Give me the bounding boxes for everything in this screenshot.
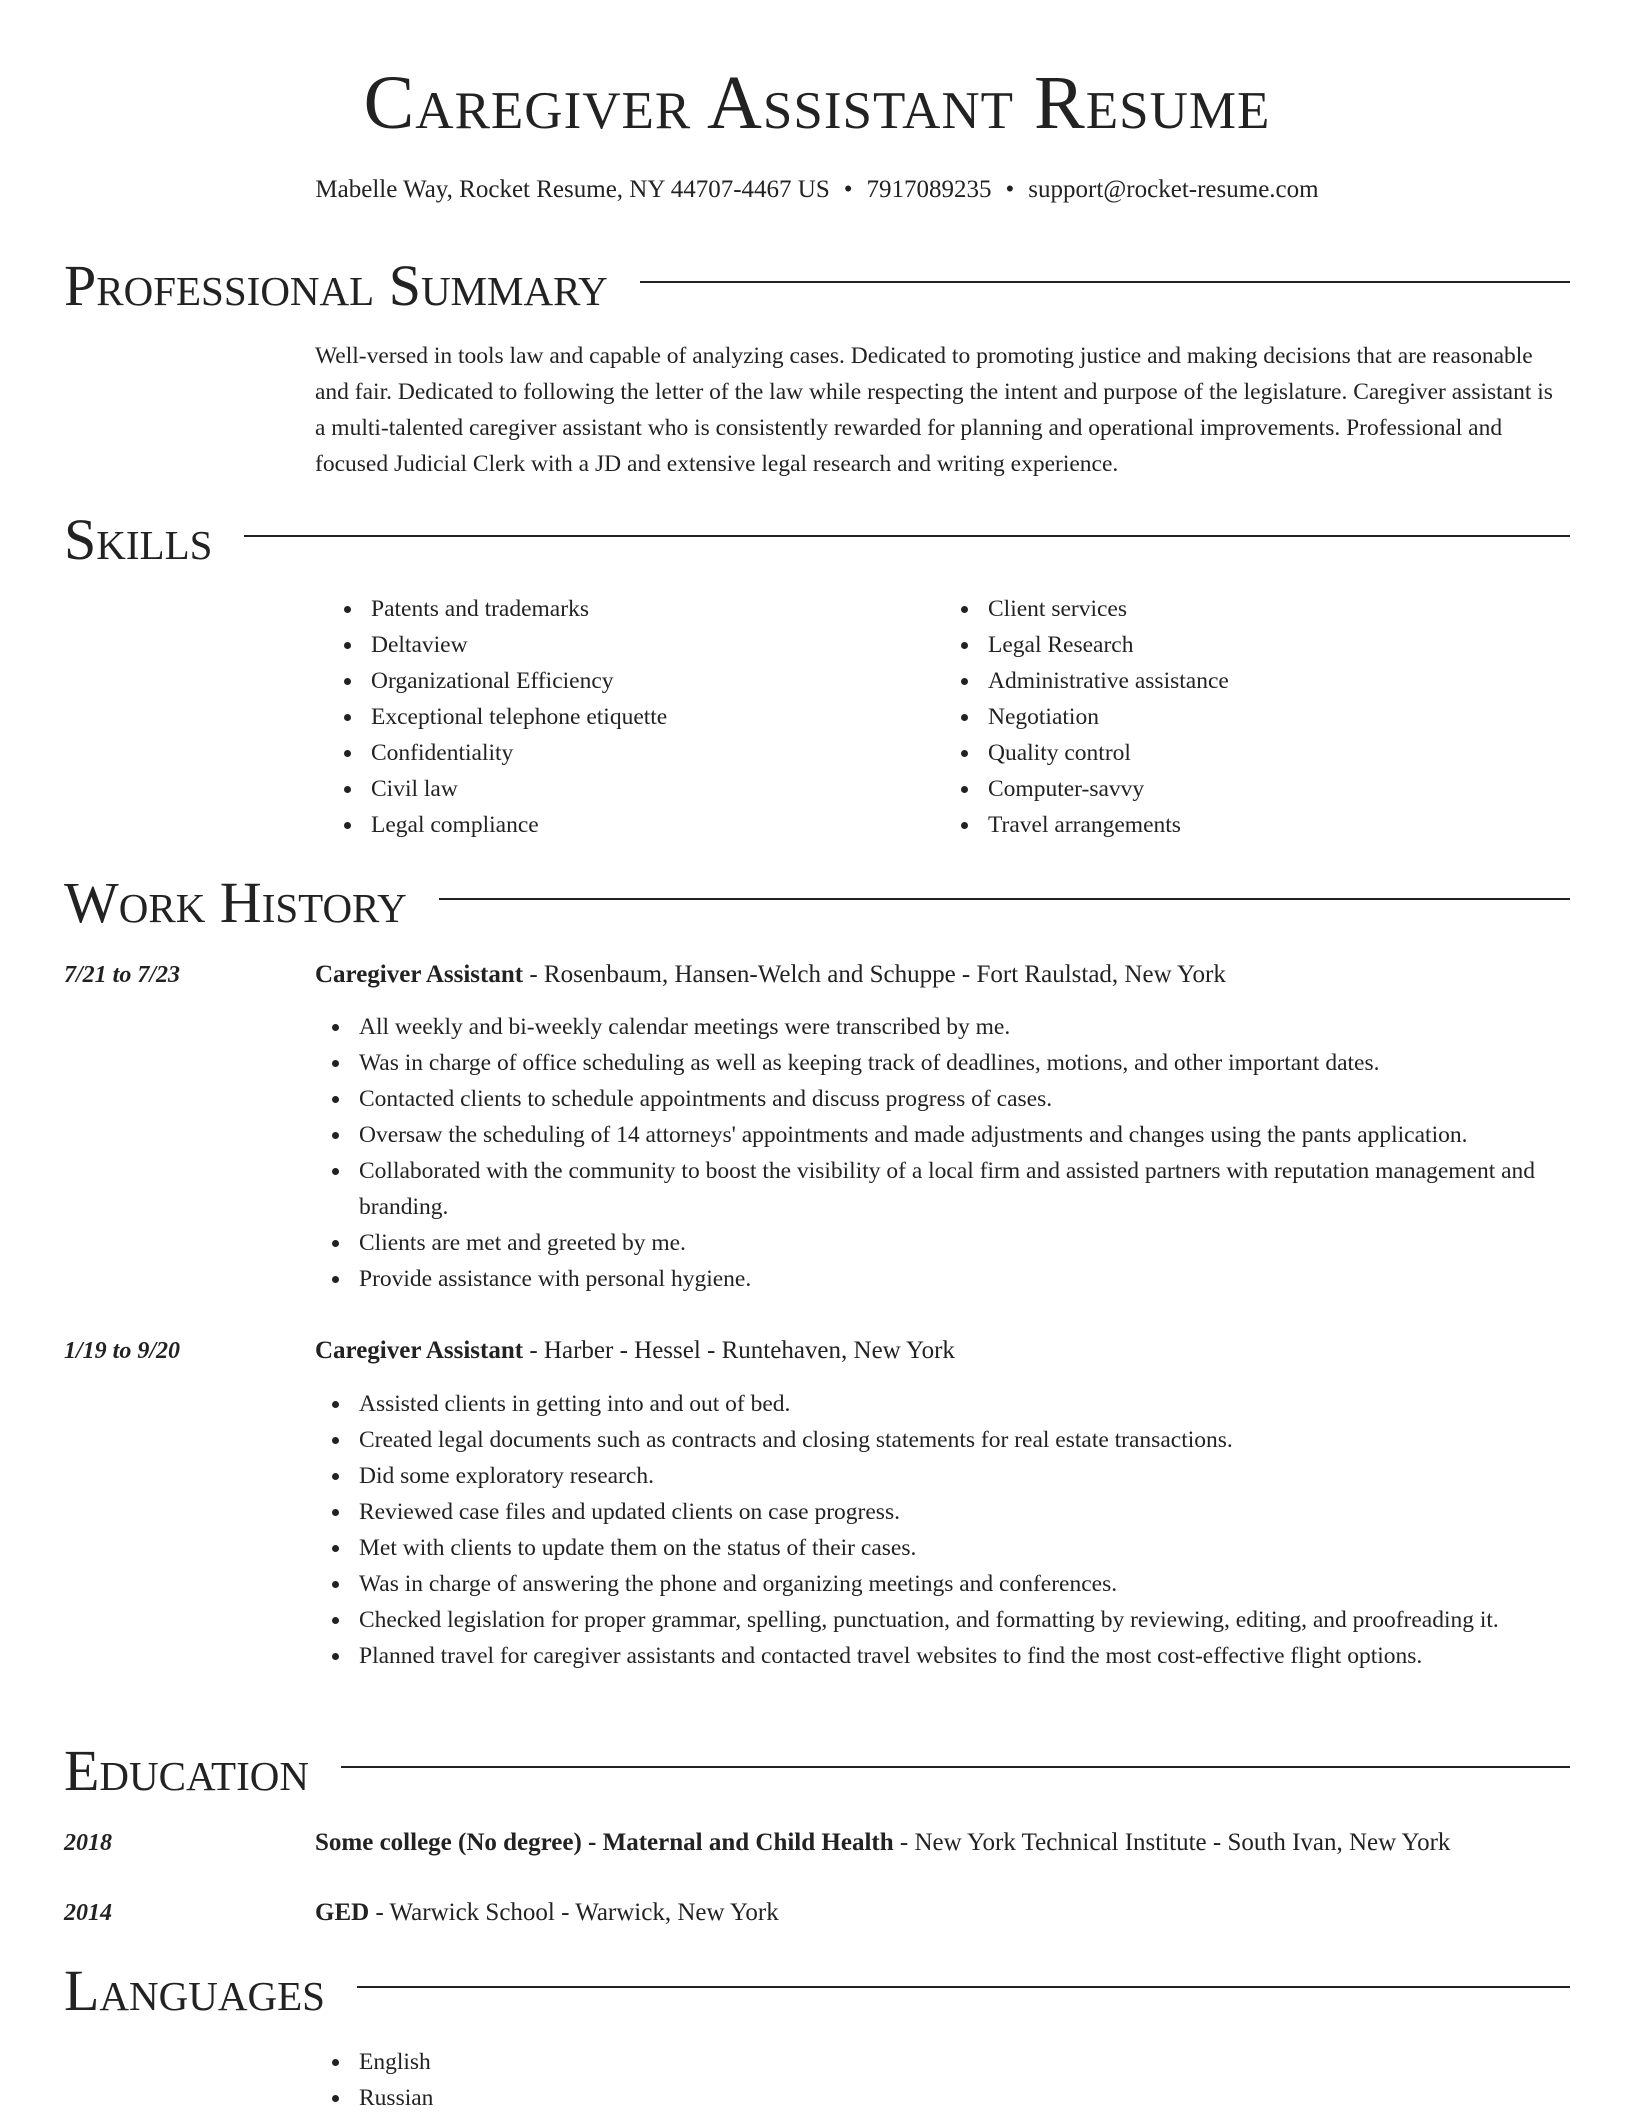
languages-heading: Languages (64, 1958, 325, 2023)
duty-item: Oversaw the scheduling of 14 attorneys' appointments and made adjustments and changes using the pants application. (315, 1117, 1570, 1153)
section-divider (640, 281, 1570, 283)
job-duties (315, 1009, 1570, 1297)
skills-left-column (327, 591, 927, 843)
duty-item: Created legal documents such as contracts and closing statements for real estate transactions. (315, 1422, 1570, 1458)
section-divider (439, 898, 1570, 900)
skill-item: Exceptional telephone etiquette (327, 699, 927, 735)
summary-heading: Professional Summary (64, 253, 608, 318)
job-title: Caregiver Assistant (315, 961, 524, 988)
section-divider (357, 1986, 1570, 1988)
education-school: - New York Technical Institute - South Ivan, New York (893, 1829, 1451, 1856)
skills-list-right (944, 591, 1544, 843)
duty-item: Provide assistance with personal hygiene. (315, 1261, 1570, 1297)
duty-item: Contacted clients to schedule appointments and discuss progress of cases. (315, 1081, 1570, 1117)
education-heading: Education (64, 1738, 309, 1803)
contact-line (64, 172, 1570, 208)
job-employer: - Harber - Hessel - Runtehaven, New York (523, 1337, 955, 1364)
skills-list-left (327, 591, 927, 843)
section-divider (341, 1766, 1570, 1768)
skill-item: Computer-savvy (944, 771, 1544, 807)
education-section-header (64, 1739, 1570, 1803)
job-employer: - Rosenbaum, Hansen-Welch and Schuppe - Fort Raulstad, New York (523, 961, 1226, 988)
skill-item: Legal Research (944, 627, 1544, 663)
summary-section-header (64, 254, 1570, 318)
languages-list-container (315, 2044, 1570, 2116)
duty-item: Assisted clients in getting into and out of bed. (315, 1386, 1570, 1422)
separator-dot: • (843, 176, 853, 203)
skill-item: Organizational Efficiency (327, 663, 927, 699)
skill-item: Client services (944, 591, 1544, 627)
duty-item: Reviewed case files and updated clients on case progress. (315, 1494, 1570, 1530)
section-divider (244, 535, 1570, 537)
language-item: Russian (315, 2080, 1570, 2116)
skill-item: Quality control (944, 735, 1544, 771)
skills-heading: Skills (64, 507, 213, 572)
skills-right-column (944, 591, 1544, 843)
education-year: 2014 (64, 1900, 112, 1926)
languages-section-header (64, 1959, 1570, 2023)
education-year: 2018 (64, 1830, 112, 1856)
phone: 7917089235 (866, 176, 992, 203)
job-dates: 7/21 to 7/23 (64, 962, 181, 988)
job-duties-list (315, 1009, 1570, 1297)
summary-text: Well-versed in tools law and capable of analyzing cases. Dedicated to promoting justice and making decisions that are reasonable and fair. Dedicated to following the letter of the law while respecting the intent and purpose of the legislature. Caregiver assistant is a multi-talented caregiver assistant who is consistently rewarded for planning and operational improvements. Professional and focused Judicial Clerk with a JD and extensive legal research and writing experience. (315, 343, 1553, 477)
job-title: Caregiver Assistant (315, 1337, 524, 1364)
education-degree: Some college (No degree) - Maternal and Child Health (315, 1829, 894, 1856)
job-duties (315, 1386, 1570, 1674)
education-entry (315, 1825, 1565, 1861)
skills-section-header (64, 508, 1570, 572)
duty-item: Was in charge of answering the phone and organizing meetings and conferences. (315, 1566, 1570, 1602)
duty-item: Clients are met and greeted by me. (315, 1225, 1570, 1261)
duty-item: Collaborated with the community to boost the visibility of a local firm and assisted partners with reputation management and branding. (315, 1153, 1570, 1225)
work-heading: Work History (64, 870, 407, 935)
duty-item: Did some exploratory research. (315, 1458, 1570, 1494)
skill-item: Legal compliance (327, 807, 927, 843)
skill-item: Patents and trademarks (327, 591, 927, 627)
duty-item: Was in charge of office scheduling as well as keeping track of deadlines, motions, and other important dates. (315, 1045, 1570, 1081)
skill-item: Travel arrangements (944, 807, 1544, 843)
duty-item: All weekly and bi-weekly calendar meetings were transcribed by me. (315, 1009, 1570, 1045)
email-link[interactable]: support@rocket-resume.com (1028, 176, 1319, 203)
separator-dot: • (1005, 176, 1015, 203)
duty-item: Met with clients to update them on the status of their cases. (315, 1530, 1570, 1566)
education-entry (315, 1895, 1565, 1931)
work-section-header (64, 871, 1570, 935)
job-heading (315, 957, 1565, 993)
job-heading (315, 1333, 1565, 1369)
education-degree: GED (315, 1899, 370, 1926)
skill-item: Administrative assistance (944, 663, 1544, 699)
job-duties-list (315, 1386, 1570, 1674)
education-school: - Warwick School - Warwick, New York (369, 1899, 779, 1926)
skill-item: Confidentiality (327, 735, 927, 771)
language-item: English (315, 2044, 1570, 2080)
skill-item: Civil law (327, 771, 927, 807)
duty-item: Planned travel for caregiver assistants and contacted travel websites to find the most cost-effective flight options. (315, 1638, 1570, 1674)
job-dates: 1/19 to 9/20 (64, 1338, 181, 1364)
duty-item: Checked legislation for proper grammar, spelling, punctuation, and formatting by reviewing, editing, and proofreading it. (315, 1602, 1570, 1638)
skill-item: Deltaview (327, 627, 927, 663)
skill-item: Negotiation (944, 699, 1544, 735)
resume-title: Caregiver Assistant Resume (363, 61, 1271, 145)
address: Mabelle Way, Rocket Resume, NY 44707-4467 US (315, 176, 830, 203)
languages-list (315, 2044, 1570, 2116)
